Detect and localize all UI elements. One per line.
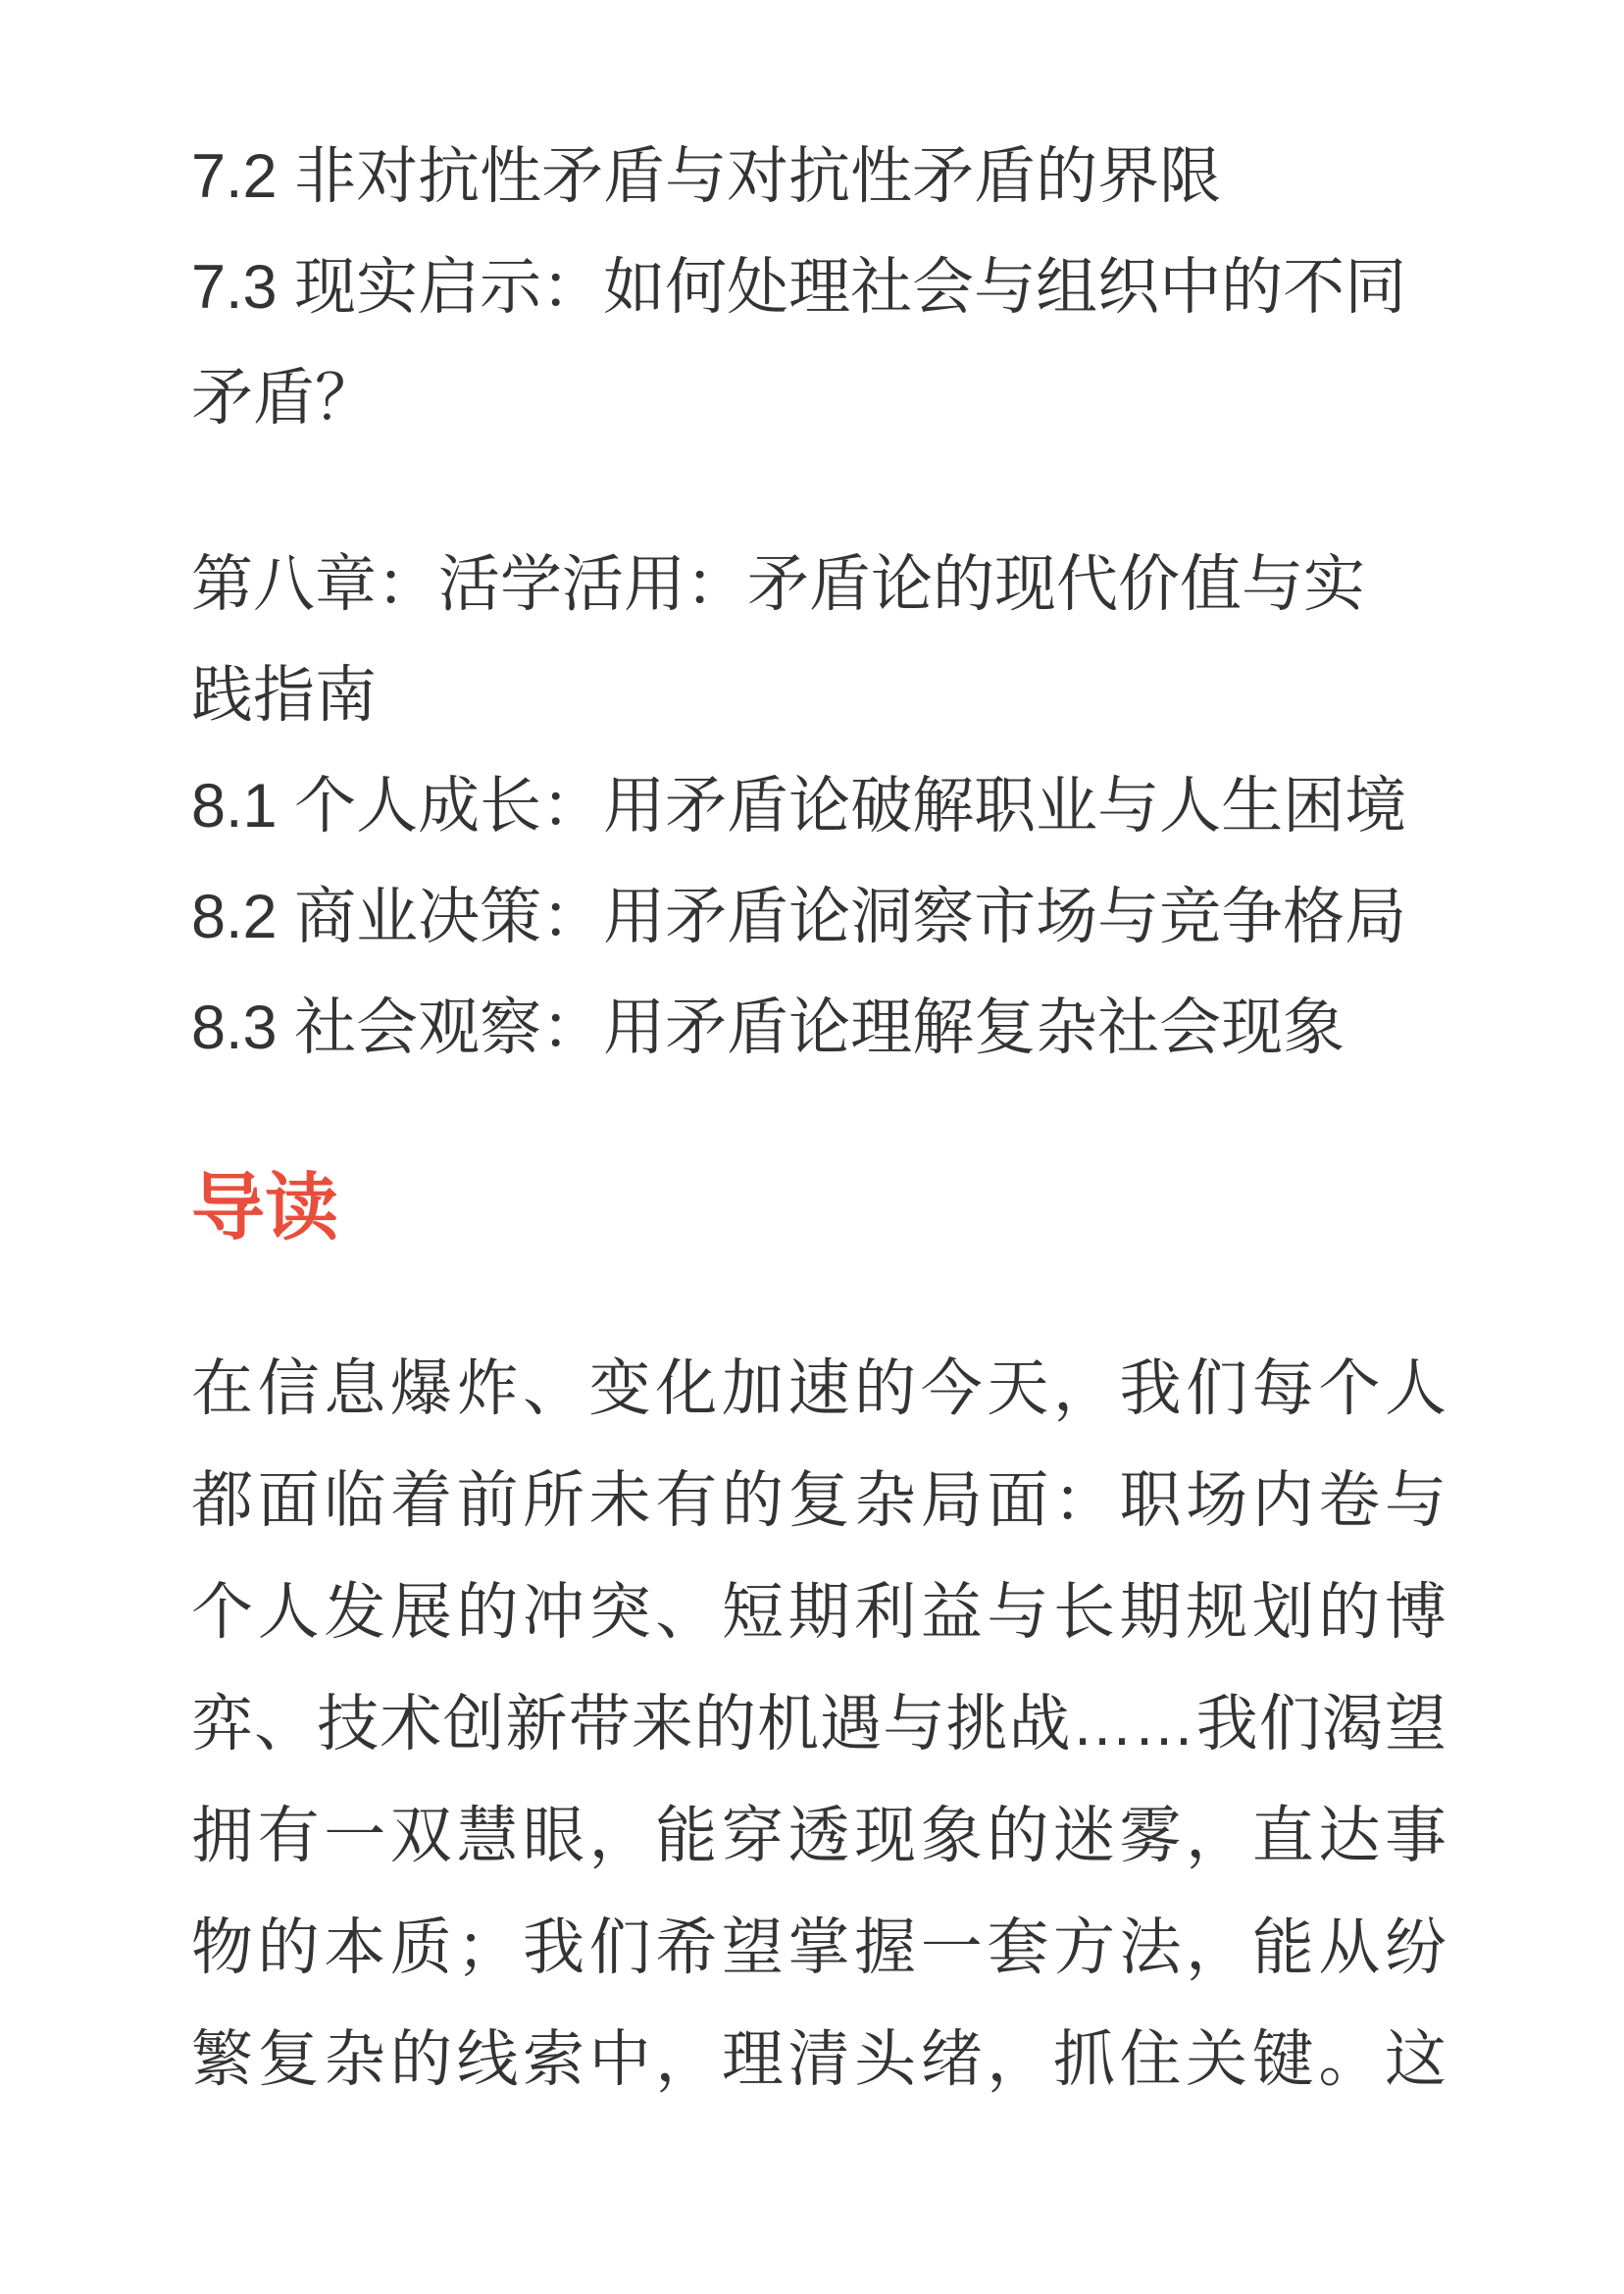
toc-chapter8-section [191, 530, 1446, 1084]
toc-item-7-2: 7.2 非对抗性矛盾与对抗性矛盾的界限 [191, 142, 1222, 211]
toc-item-8-2: 8.2 商业决策：用矛盾论洞察市场与竞争格局 [191, 883, 1407, 951]
paragraph-line: 拥有一双慧眼，能穿透现象的迷雾，直达事 [191, 1802, 1446, 1870]
chapter8-title: 第八章：活学活用：矛盾论的现代价值与实 [191, 550, 1365, 619]
paragraph-line: 物的本质；我们希望掌握一套方法，能从纷 [191, 1913, 1446, 1982]
intro-paragraph [191, 1333, 1446, 2116]
toc-item-7-3: 7.3 现实启示：如何处理社会与组织中的不同 [191, 253, 1407, 322]
paragraph-line: 个人发展的冲突、短期利益与长期规划的博 [191, 1578, 1446, 1647]
intro-heading: 导读 [191, 1166, 339, 1249]
toc-item-8-1: 8.1 个人成长：用矛盾论破解职业与人生困境 [191, 772, 1407, 841]
toc-item-8-3: 8.3 社会观察：用矛盾论理解复杂社会现象 [191, 994, 1345, 1062]
toc-item-7-3-continued: 矛盾？ [191, 364, 377, 433]
paragraph-line: 弈、技术创新带来的机遇与挑战……我们渴望 [191, 1690, 1446, 1759]
toc-chapter7-section [191, 122, 1446, 454]
paragraph-line: 都面临着前所未有的复杂局面：职场内卷与 [191, 1466, 1446, 1535]
paragraph-line: 在信息爆炸、变化加速的今天，我们每个人 [191, 1354, 1446, 1423]
chapter8-title-continued: 践指南 [191, 661, 377, 730]
paragraph-line: 繁复杂的线索中，理清头绪，抓住关键。这 [191, 2025, 1446, 2094]
